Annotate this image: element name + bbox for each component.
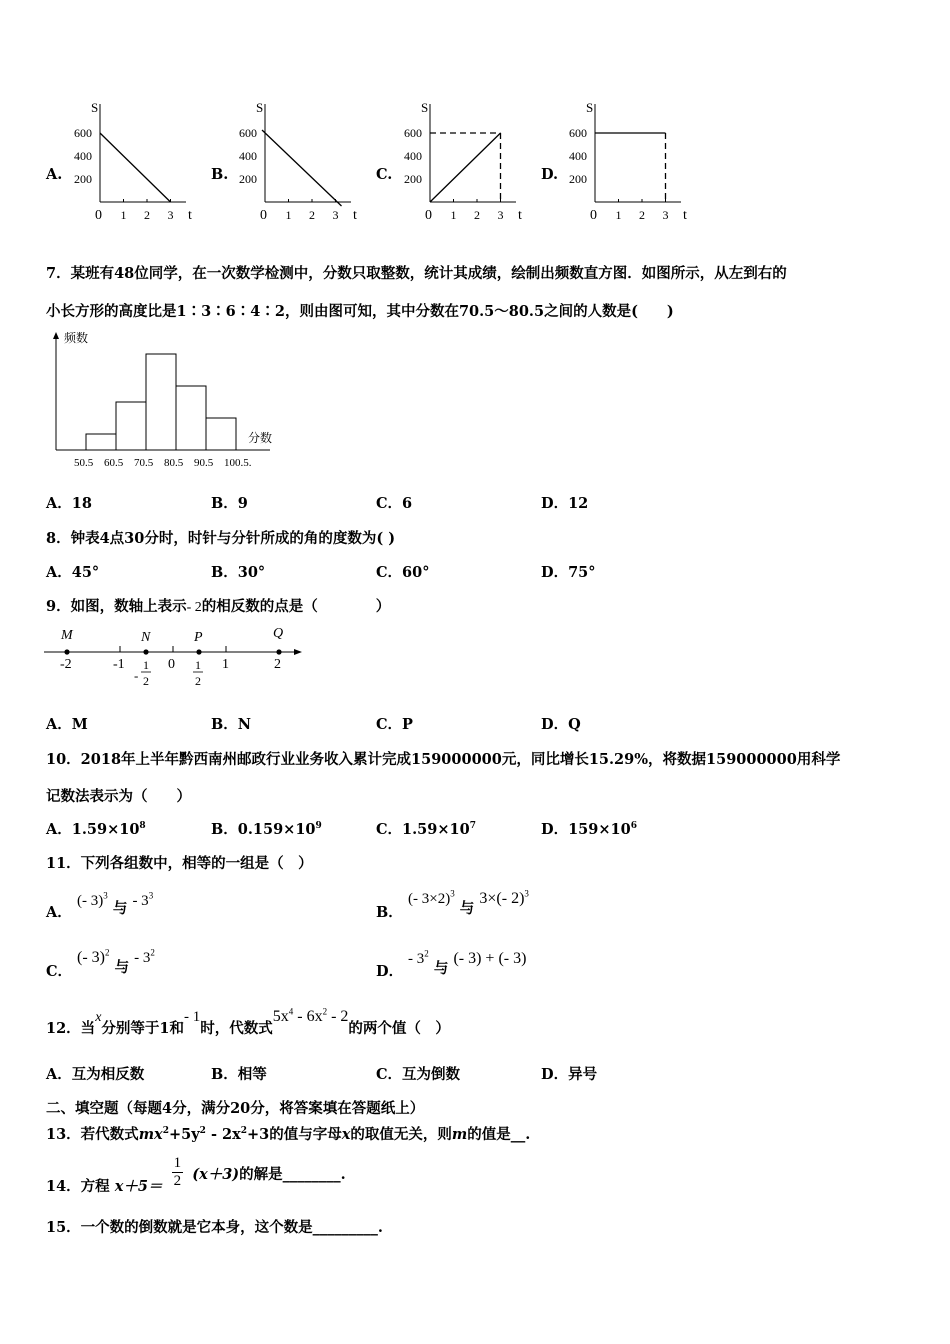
q11-option-a-expr: (- 3)$^3$ 与 - $3^3$ bbox=[77, 890, 154, 917]
q12-option-d: D．异号 bbox=[541, 1066, 598, 1083]
point-m bbox=[64, 649, 69, 654]
q8-option-b: B．30° bbox=[211, 564, 266, 581]
point-label-q: Q bbox=[273, 626, 284, 641]
y-tick-label: 200 bbox=[74, 172, 92, 186]
x-axis-label: 分数 bbox=[248, 431, 273, 445]
axis-label-s: S bbox=[91, 100, 99, 115]
frac-neg-sign: - bbox=[134, 668, 139, 683]
q9-question-post: 的相反数的点是（ ） bbox=[201, 598, 391, 615]
q11-option-b-label: B． bbox=[376, 904, 403, 921]
graph-line bbox=[262, 130, 342, 206]
tick-label-neg2: -2 bbox=[60, 657, 72, 672]
y-tick-label: 400 bbox=[569, 149, 587, 163]
q15-question: 15．一个数的倒数就是它本身，这个数是_________. bbox=[46, 1219, 383, 1236]
q12-option-a: A．互为相反数 bbox=[46, 1066, 145, 1083]
x-tick-label: 0 bbox=[95, 208, 102, 223]
number-line bbox=[40, 622, 310, 692]
histogram-bar bbox=[146, 354, 176, 450]
number-line-arrow bbox=[294, 649, 302, 655]
histogram-bar bbox=[206, 418, 236, 450]
x-tick-label: 0 bbox=[590, 208, 597, 223]
q10-option-c: C．$1.59\times 10^7$ bbox=[376, 821, 476, 838]
q9-question-pre: 9．如图，数轴上表示 bbox=[46, 598, 187, 615]
q6-graph-c bbox=[402, 98, 532, 228]
histogram-tick-label: 60.5 bbox=[104, 457, 124, 469]
q9-option-b: B．N bbox=[211, 716, 252, 733]
q8-option-a: A．45° bbox=[46, 564, 100, 581]
histogram-tick-label: 80.5 bbox=[164, 457, 184, 469]
y-tick-label: 600 bbox=[239, 126, 257, 140]
q14-question: 14．方程 x＋5＝ $\frac{1}{2}$ (x＋3)的解是________. bbox=[46, 1155, 346, 1195]
frac-pos-den: 2 bbox=[195, 674, 201, 688]
tick-label-1: 1 bbox=[222, 657, 229, 672]
tick-label-0: 0 bbox=[168, 657, 175, 672]
x-tick-label: 1 bbox=[450, 208, 457, 222]
q8-option-c: C．60° bbox=[376, 564, 430, 581]
q6-graph-b bbox=[237, 98, 367, 228]
axis-label-t: t bbox=[188, 208, 192, 223]
q11-option-d-expr: - $3^2$ 与 (- 3) + (- 3) bbox=[408, 948, 527, 977]
q12-option-c: C．互为倒数 bbox=[376, 1066, 461, 1083]
histogram-tick-label: 100.5. bbox=[224, 457, 252, 469]
q7-question-line2: 小长方形的高度比是1∶3∶6∶4∶2，则由图可知，其中分数在70.5～80.5之间的人数是( ) bbox=[46, 303, 674, 320]
x-tick-label: 2 bbox=[474, 208, 480, 222]
x-tick-label: 1 bbox=[120, 208, 127, 222]
y-axis-arrow bbox=[53, 332, 59, 339]
y-tick-label: 200 bbox=[404, 172, 422, 186]
y-tick-label: 400 bbox=[404, 149, 422, 163]
q12-question: 12．当x分别等于1和- 1时，代数式$5x^4 - 6x^2 - 2$的两个值（ ） bbox=[46, 1006, 450, 1037]
axis-label-s: S bbox=[256, 100, 264, 115]
frac-neg-den: 2 bbox=[143, 674, 149, 688]
q7-option-c: C．6 bbox=[376, 495, 413, 512]
axis-label-t: t bbox=[518, 208, 522, 223]
axis-label-t: t bbox=[683, 208, 687, 223]
histogram-bar bbox=[116, 402, 146, 450]
graph-line bbox=[100, 133, 171, 202]
x-tick-label: 2 bbox=[144, 208, 150, 222]
q11-question: 11．下列各组数中，相等的一组是（ ） bbox=[46, 855, 313, 872]
q10-question-line2: 记数法表示为（ ） bbox=[46, 788, 191, 805]
frac-neg-num: 1 bbox=[143, 658, 149, 672]
q10-option-a: A．$1.59\times 10^8$ bbox=[46, 821, 146, 838]
q11-option-c-label: C． bbox=[46, 963, 73, 980]
histogram-tick-label: 70.5 bbox=[134, 457, 154, 469]
point-n bbox=[143, 649, 148, 654]
q10-option-d: D．$159\times 10^6$ bbox=[541, 821, 637, 838]
histogram-tick-label: 50.5 bbox=[74, 457, 94, 469]
q9-option-c: C．P bbox=[376, 716, 413, 733]
point-label-n: N bbox=[141, 630, 151, 645]
y-tick-label: 200 bbox=[569, 172, 587, 186]
x-tick-label: 3 bbox=[332, 208, 339, 222]
q10-option-b: B．$0.159\times 10^9$ bbox=[211, 821, 322, 838]
x-tick-label: 2 bbox=[639, 208, 645, 222]
q13-question: 13．若代数式$mx^2+5y^2 - 2x^2+3$的值与字母x的取值无关，则m的值是__. bbox=[46, 1126, 531, 1143]
x-tick-label: 0 bbox=[425, 208, 432, 223]
axis-label-t: t bbox=[353, 208, 357, 223]
q10-question-line1: 10．2018年上半年黔西南州邮政行业业务收入累计完成159000000元，同比增长15.29%，将数据159000000用科学 bbox=[46, 751, 841, 768]
point-label-p: P bbox=[194, 630, 203, 645]
q9-question-math: - 2 bbox=[186, 600, 202, 615]
y-tick-label: 400 bbox=[239, 149, 257, 163]
q11-option-b-expr: (- 3×2)$^3$ 与 3×(- 2)$^3$ bbox=[408, 888, 529, 917]
x-tick-label: 3 bbox=[662, 208, 669, 222]
histogram-chart bbox=[40, 328, 280, 473]
q9-option-a: A．M bbox=[46, 716, 88, 733]
x-tick-label: 3 bbox=[167, 208, 174, 222]
q6-option-label-b: B. bbox=[211, 166, 229, 183]
q8-question: 8．钟表4点30分时，时针与分针所成的角的度数为( ) bbox=[46, 530, 396, 547]
section-heading-fill-in: 二、填空题（每题4分，满分20分，将答案填在答题纸上） bbox=[46, 1100, 425, 1117]
point-p bbox=[196, 649, 201, 654]
q11-option-a-label: A． bbox=[46, 904, 72, 921]
q7-question-line1: 7．某班有48位同学，在一次数学检测中，分数只取整数，统计其成绩，绘制出频数直方图．如图所示，从左到右的 bbox=[46, 265, 787, 282]
histogram-tick-label: 90.5 bbox=[194, 457, 214, 469]
x-tick-label: 1 bbox=[285, 208, 292, 222]
y-tick-label: 600 bbox=[404, 126, 422, 140]
tick-label-neg1: -1 bbox=[113, 657, 125, 672]
x-tick-label: 2 bbox=[309, 208, 315, 222]
point-label-m: M bbox=[61, 628, 73, 643]
q11-option-c-expr: (- 3)$^2$ 与 - $3^2$ bbox=[77, 947, 155, 976]
q6-option-label-d: D. bbox=[541, 166, 559, 183]
x-tick-label: 0 bbox=[260, 208, 267, 223]
histogram-bar bbox=[86, 434, 116, 450]
q7-option-d: D．12 bbox=[541, 495, 589, 512]
point-q bbox=[276, 649, 281, 654]
tick-label-2: 2 bbox=[274, 657, 281, 672]
q6-graph-a bbox=[72, 98, 202, 228]
x-tick-label: 3 bbox=[497, 208, 504, 222]
q6-option-label-a: A. bbox=[46, 166, 63, 183]
frac-pos-num: 1 bbox=[195, 658, 201, 672]
q11-option-d-label: D． bbox=[376, 963, 404, 980]
graph-line bbox=[430, 133, 501, 202]
q7-option-a: A．18 bbox=[46, 495, 92, 512]
y-tick-label: 200 bbox=[239, 172, 257, 186]
q6-option-label-c: C. bbox=[376, 166, 393, 183]
y-tick-label: 600 bbox=[74, 126, 92, 140]
q8-option-d: D．75° bbox=[541, 564, 596, 581]
histogram-bar bbox=[176, 386, 206, 450]
y-axis-label: 频数 bbox=[64, 331, 89, 345]
y-tick-label: 400 bbox=[74, 149, 92, 163]
x-tick-label: 1 bbox=[615, 208, 622, 222]
axis-label-s: S bbox=[421, 100, 429, 115]
q7-option-b: B．9 bbox=[211, 495, 248, 512]
q9-question bbox=[46, 595, 390, 616]
q6-graph-d bbox=[567, 98, 697, 228]
q9-option-d: D．Q bbox=[541, 716, 581, 733]
q12-option-b: B．相等 bbox=[211, 1066, 267, 1083]
axis-label-s: S bbox=[586, 100, 594, 115]
y-tick-label: 600 bbox=[569, 126, 587, 140]
